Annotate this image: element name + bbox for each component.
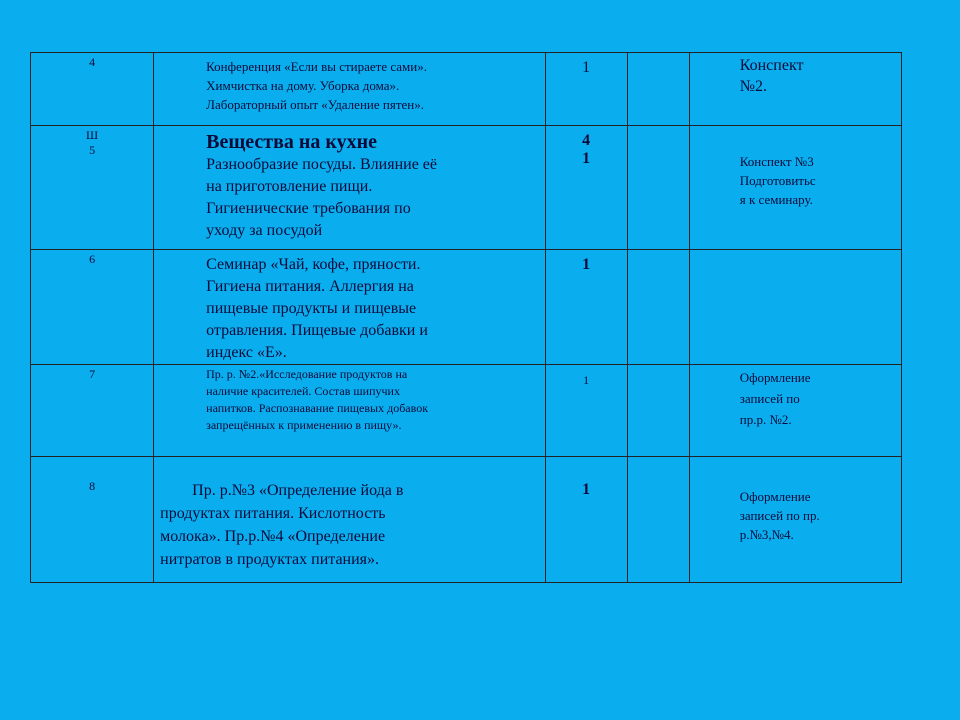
hours-cell: 1 bbox=[545, 365, 627, 457]
homework-cell bbox=[689, 250, 901, 365]
homework-cell bbox=[689, 365, 901, 457]
empty-cell bbox=[627, 53, 689, 126]
hours-cell: 1 bbox=[545, 457, 627, 583]
topic-text: Семинар «Чай, кофе, пряности. Гигиена питания. Аллергия на пищевые продукты и пищевые отравления. Пищевые добавки и индекс «Е». bbox=[206, 256, 428, 361]
empty-cell bbox=[627, 365, 689, 457]
table-row bbox=[31, 457, 902, 583]
empty-cell bbox=[627, 457, 689, 583]
lesson-number: Ш 5 bbox=[31, 126, 154, 250]
table-row bbox=[31, 365, 902, 457]
homework-cell bbox=[689, 53, 901, 126]
table-row bbox=[31, 250, 902, 365]
table-row bbox=[31, 126, 902, 250]
topic-cell bbox=[154, 365, 545, 457]
lesson-number: 8 bbox=[31, 457, 154, 583]
empty-cell bbox=[627, 250, 689, 365]
empty-cell bbox=[627, 126, 689, 250]
table-row bbox=[31, 53, 902, 126]
topic-cell bbox=[154, 53, 545, 126]
lesson-number: 7 bbox=[31, 365, 154, 457]
hours-cell: 1 bbox=[545, 250, 627, 365]
homework-text: Конспект №2. bbox=[739, 57, 804, 95]
homework-text bbox=[690, 250, 901, 252]
topic-cell bbox=[154, 126, 545, 250]
homework-cell bbox=[689, 457, 901, 583]
lesson-number: 4 bbox=[31, 53, 154, 126]
lesson-plan-table bbox=[30, 52, 902, 583]
topic-cell bbox=[154, 250, 545, 365]
homework-cell bbox=[689, 126, 901, 250]
topic-text: Конференция «Если вы стираете сами». Химчистка на дому. Уборка дома». Лабораторный опыт «Удаление пятен». bbox=[206, 59, 427, 112]
topic-text: Пр. р.№3 «Определение йода в продуктах питания. Кислотность молока». Пр.р.№4 «Определение нитратов в продуктах питания». bbox=[160, 482, 404, 568]
section-heading: Вещества на кухне bbox=[206, 131, 378, 153]
homework-text: Конспект №3 Подготовитьс я к семинару. bbox=[739, 154, 816, 207]
hours-cell: 1 bbox=[545, 53, 627, 126]
homework-text: Оформление записей по пр. р.№3,№4. bbox=[739, 489, 820, 542]
lesson-number: 6 bbox=[31, 250, 154, 365]
homework-text: Оформление записей по пр.р. №2. bbox=[739, 370, 811, 427]
topic-cell bbox=[154, 457, 545, 583]
topic-text: Пр. р. №2.«Исследование продуктов на наличие красителей. Состав шипучих напитков. Распознавание пищевых добавок запрещённых к применению в пищу». bbox=[206, 367, 429, 432]
topic-text: Разнообразие посуды. Влияние её на приготовление пищи. Гигиенические требования по уходу за посудой bbox=[206, 156, 437, 239]
hours-cell: 4 1 bbox=[545, 126, 627, 250]
